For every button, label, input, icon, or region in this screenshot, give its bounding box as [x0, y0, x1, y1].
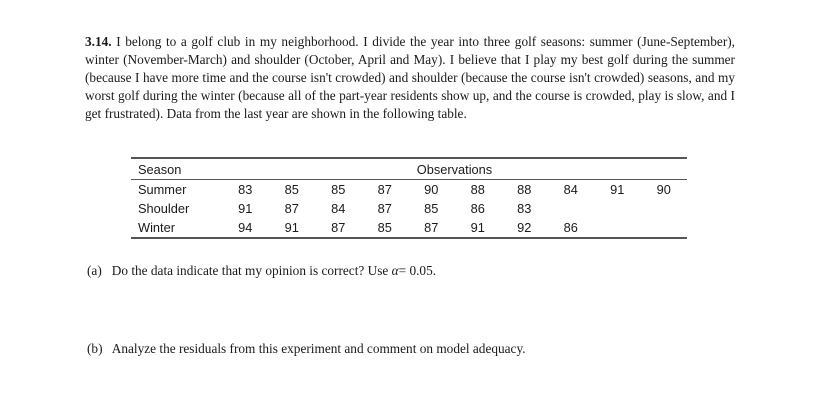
table-cell: 87	[284, 201, 299, 216]
table-cell: 87	[424, 220, 439, 235]
table-cell: 86	[563, 220, 578, 235]
table-cell: 85	[284, 182, 299, 197]
part-b-text: Analyze the residuals from this experiment and comment on model adequacy.	[111, 341, 526, 356]
observations-grid	[131, 159, 687, 179]
table-cell: 84	[563, 182, 578, 197]
question-part-b	[87, 340, 526, 358]
part-a-label: (a)	[87, 263, 102, 278]
table-cell: 91	[238, 201, 253, 216]
table-cell: 91	[470, 220, 485, 235]
season-header: Season	[138, 161, 182, 177]
table-cell: 90	[656, 182, 671, 197]
observations-table	[131, 157, 687, 239]
table-cell: 88	[470, 182, 485, 197]
table-cell: 83	[238, 182, 253, 197]
table-cell	[641, 218, 688, 237]
table-cell: 91	[610, 182, 625, 197]
table-row-summer	[131, 180, 687, 199]
table-cell: 87	[377, 201, 392, 216]
table-cell: 85	[424, 201, 439, 216]
season-label: Winter	[138, 220, 175, 235]
table-cell: 85	[331, 182, 346, 197]
problem-statement	[85, 33, 735, 123]
table-row-shoulder	[131, 199, 687, 218]
table-cell: 88	[517, 182, 532, 197]
table-cell: 85	[377, 220, 392, 235]
observations-body	[131, 180, 687, 237]
table-cell	[594, 199, 641, 218]
table-cell: 92	[517, 220, 532, 235]
table-cell: 83	[517, 201, 532, 216]
table-cell	[641, 199, 688, 218]
table-row-winter	[131, 218, 687, 237]
question-part-a	[87, 262, 436, 280]
observations-header: Observations	[416, 161, 493, 177]
season-label: Shoulder	[138, 201, 190, 216]
table-cell: 87	[331, 220, 346, 235]
table-cell: 90	[424, 182, 439, 197]
table-cell: 94	[238, 220, 253, 235]
alpha-symbol: α	[391, 263, 399, 278]
part-a-text: Do the data indicate that my opinion is correct? Use	[111, 263, 389, 278]
table-header-row	[131, 159, 687, 179]
table-cell: 84	[331, 201, 346, 216]
table-bottom-rule	[131, 237, 687, 239]
problem-number: 3.14.	[85, 34, 112, 49]
table-cell: 87	[377, 182, 392, 197]
part-a-alpha-value: = 0.05.	[398, 263, 437, 278]
table-cell: 86	[470, 201, 485, 216]
season-label: Summer	[138, 182, 187, 197]
table-cell	[548, 199, 595, 218]
table-cell	[594, 218, 641, 237]
part-b-label: (b)	[87, 341, 103, 356]
table-cell: 91	[284, 220, 299, 235]
problem-text: I belong to a golf club in my neighborhood. I divide the year into three golf seasons: summer (June-September), winter (November-March) and shoulder (October, April and May). I believe that I play my best golf during the summer (because I have more time and the course isn't crowded) and shoulder (because the course isn't crowded) seasons, and my worst golf during the winter (because all of the part-year residents show up, and the course is crowded, play is slow, and I get frustrated). Data from the last year are shown in the following table.	[85, 34, 735, 121]
